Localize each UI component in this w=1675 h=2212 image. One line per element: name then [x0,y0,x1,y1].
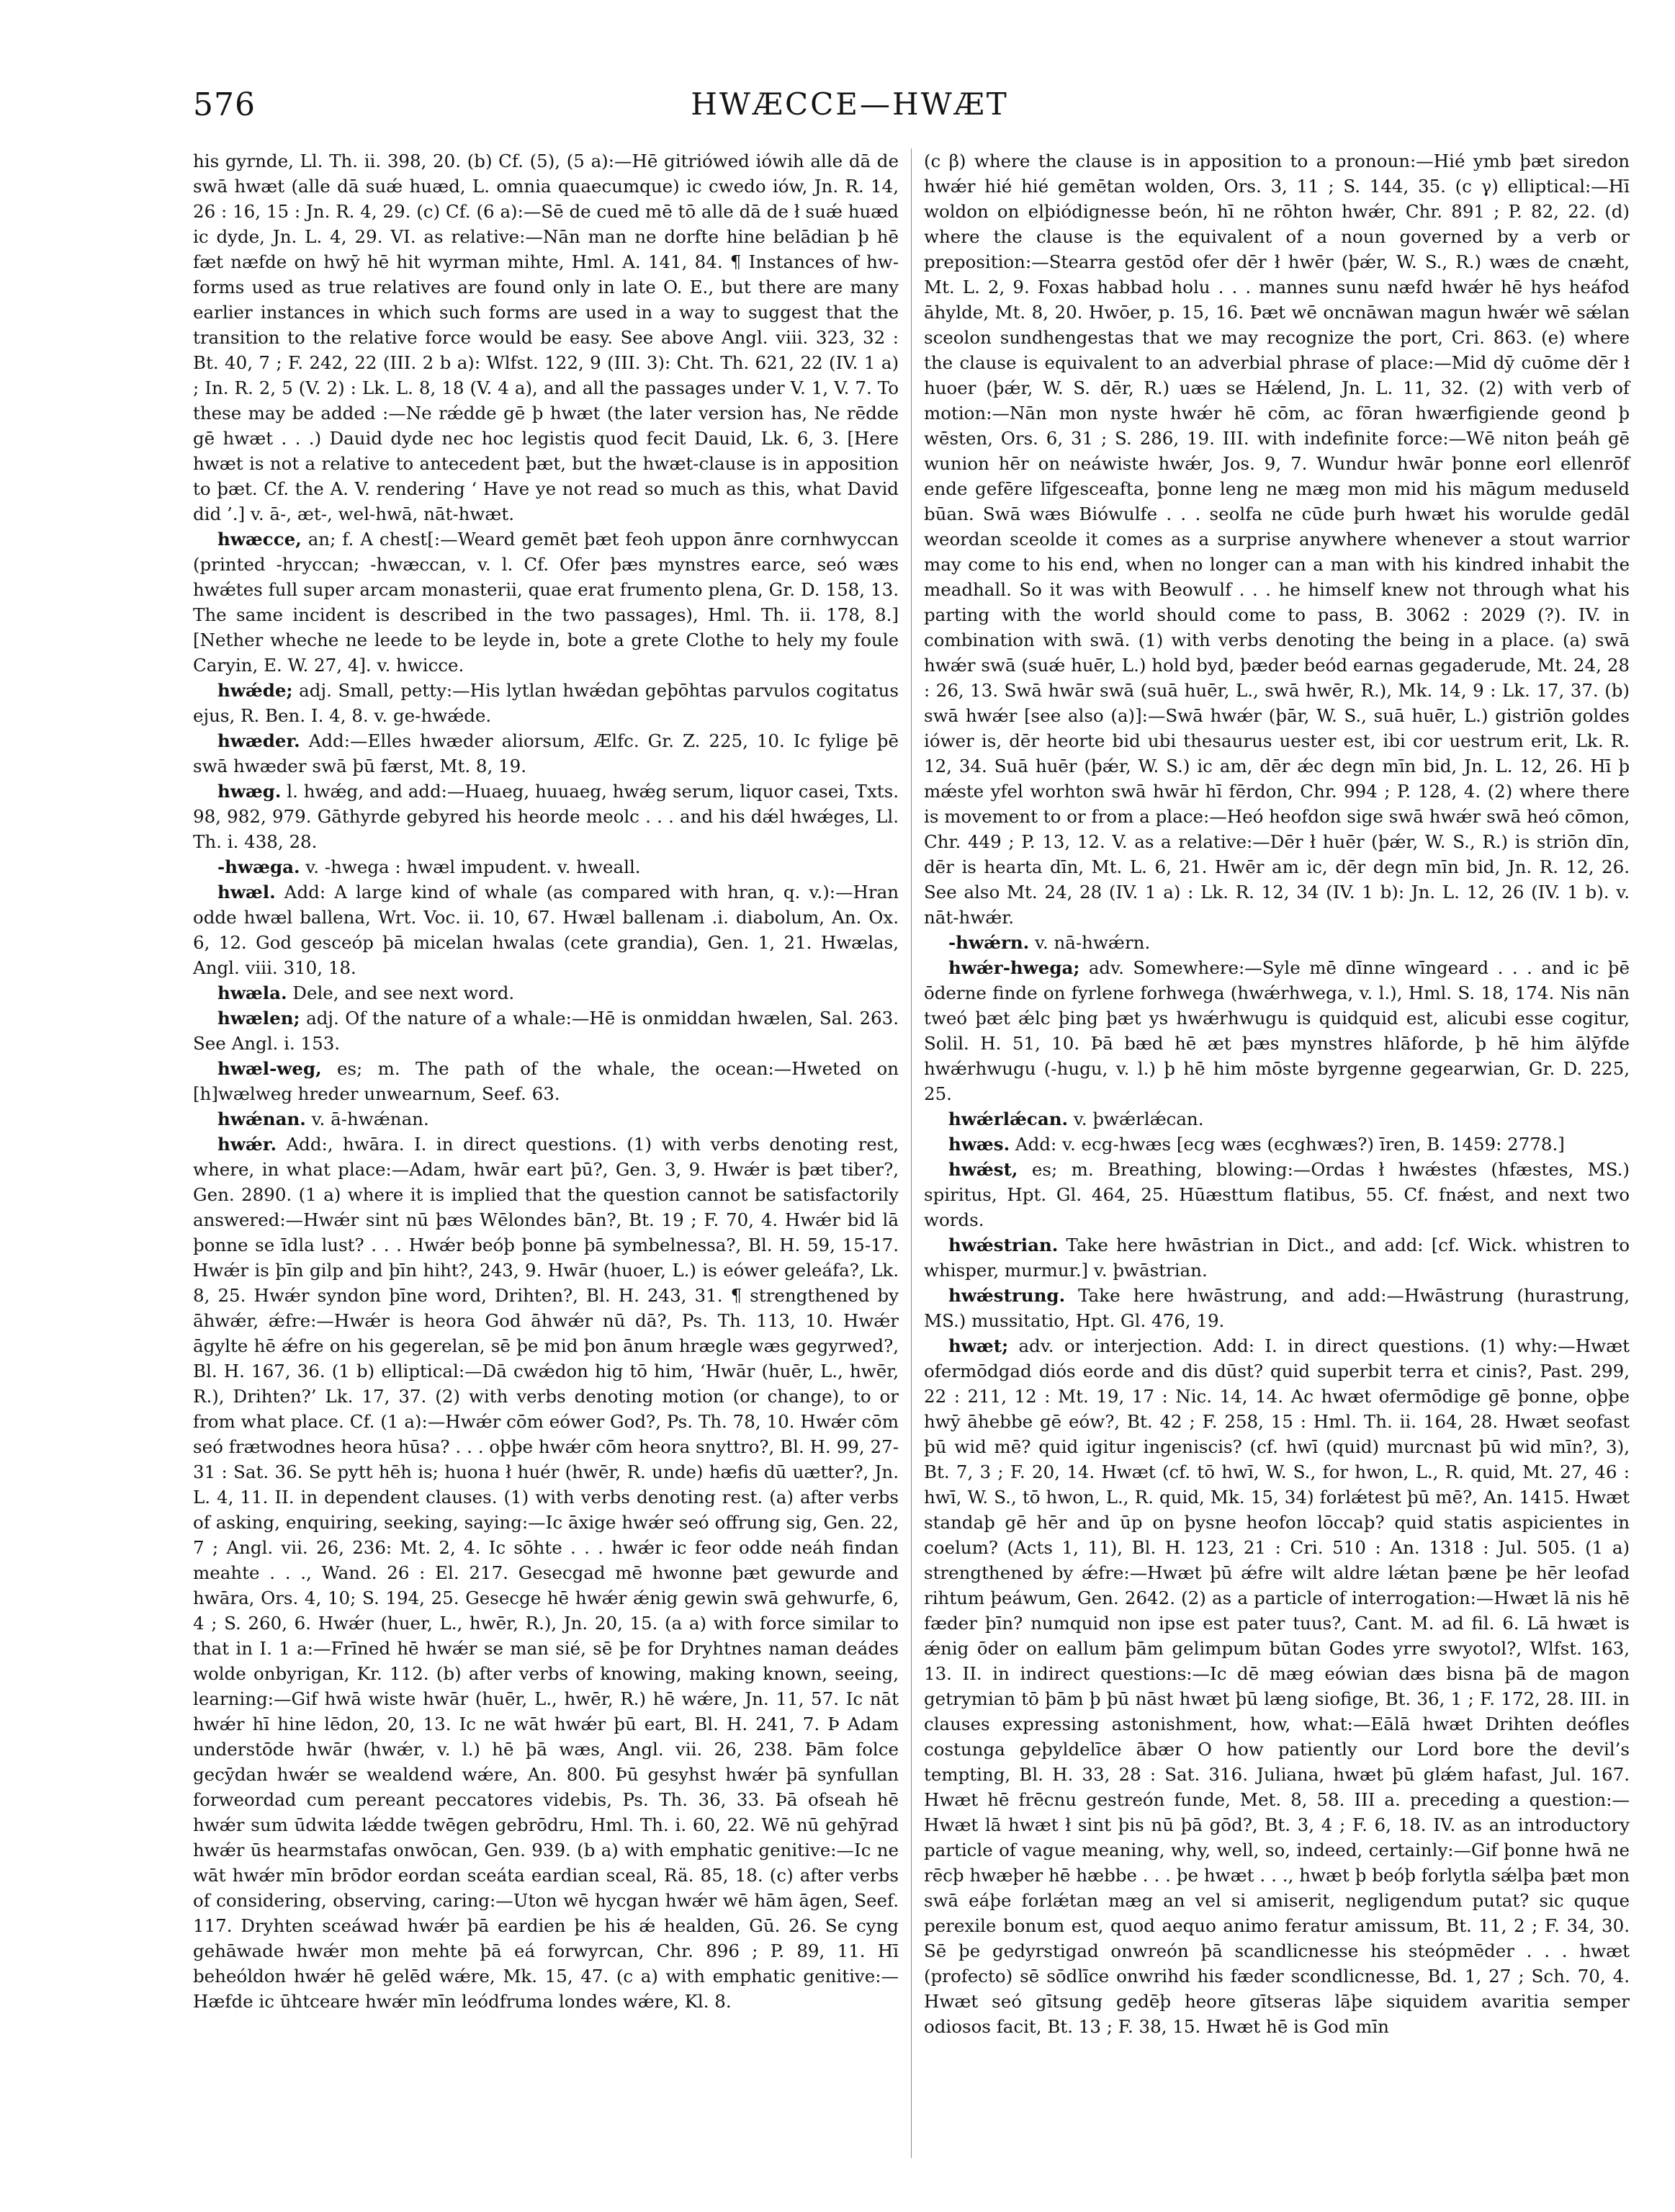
entry-text: Take here hwāstrian in Dict., and add: [cf. Wick. whistren to whisper, murmur.] v. þwāstrian. [924,1235,1630,1281]
dictionary-entry [193,779,899,854]
dictionary-entry [193,678,899,728]
headword: hwælen; [217,1008,300,1029]
headword: hwæg. [217,781,282,802]
dictionary-entry [193,879,899,980]
headword: hwæt; [948,1335,1009,1356]
dictionary-entry [924,955,1630,1106]
dictionary-entry [193,854,899,879]
right-column [924,148,1630,2039]
entry-text: v. ā-hwǽnan. [305,1109,429,1129]
entry-text: adj. Of the nature of a whale:—Hē is onmiddan hwælen, Sal. 263. See Angl. i. 153. [193,1008,899,1054]
entry-text: v. þwǽrlǽcan. [1068,1109,1204,1129]
headword: hwǽr-hwega; [948,957,1080,978]
entry-text: adj. Small, petty:—His lytlan hwǽdan geþōhtas parvulos cogitatus ejus, R. Ben. I. 4, 8. v. ge-hwǽde. [193,680,899,726]
headword: hwæla. [217,982,287,1003]
headword: hwǽr. [217,1134,277,1155]
entry-text: adv. or interjection. Add: I. in direct questions. (1) why:—Hwæt ofermōdgad diós eorde and dis dūst? quid superbit terra et cinis?, Past. 299, 22 : 211, 12 : Mt. 19, 17 : Nic. 14, 14. Ac hwæt ofermōdige gē þonne, oþþe hwȳ āhebbe gē eów?, Bt. 42 ; F. 258, 15 : Hml. Th. ii. 164, 28. Hwæt seofast þū wid mē? quid igitur ingeniscis? (cf. hwī (quid) murcnast þū wid mīn?, 3), Bt. 7, 3 ; F. 20, 14. Hwæt (cf. tō hwī, W. S., for hwon, L., R. quid, Mt. 27, 46 : hwī, W. S., tō hwon, L., R. quid, Mk. 15, 34) forlǽtest þū mē?, An. 1415. Hwæt standaþ gē hēr and ūp on þysne heofon lōccaþ? quid statis aspicientes in coelum? (Acts 1, 11), Bl. H. 123, 21 : Cri. 510 : An. 1318 : Jul. 505. (1 a) strengthened by ǽfre:—Hwæt þū ǽfre wilt aldre lǽtan þæne þe hēr leofad rihtum þeáwum, Gen. 2642. (2) as a particle of interrogation:—Hwæt lā nis hē fæder þīn? numquid non ipse est pater tuus?, Cant. M. ad fil. 6. Lā hwæt is ǽnig ōder on eallum þām gelimpum būtan Godes yrre swyotol?, Wlfst. 163, 13. II. in indirect questions:—Ic dē mæg eówian dæs bisna þā de magon getrymian tō þām þ þū nāst hwæt þū læng siofige, Bt. 36, 1 ; F. 172, 28. III. in clauses expressing astonishment, how, what:—Eālā hwæt Drihten deófles costunga geþyldelīce ābær O how patiently our Lord bore the devil’s tempting, Bl. H. 33, 28 : Sat. 316. Juliana, hwæt þū glǽm hafast, Jul. 167. Hwæt hē frēcnu gestreón funde, Met. 8, 58. III a. preceding a question:—Hwæt lā hwæt ł sint þis nū þā gōd?, Bt. 3, 4 ; F. 6, 18. IV. as an introductory particle of vague meaning, why, well, so, indeed, certainly:—Gif þonne hwā ne rēcþ hwæþer hē hæbbe . . . þe hwæt . . ., hwæt þ beóþ forlytla sǽlþa þæt mon swā eáþe forlǽtan mæg an vel si amiserit, negligendum putat? sic quque perexile bonum est, quod aequo animo feratur amissum, Bt. 11, 2 ; F. 34, 30. Sē þe gedyrstigad onwreón þā scandlicnesse his steópmēder . . . hwæt (profecto) sē sōdlīce onwrihd his fæder scondlicnesse, Bd. 1, 27 ; Sch. 70, 4. Hwæt seó gītsung gedēþ heore gītseras lāþe siquidem avaritia semper odiosos facit, Bt. 13 ; F. 38, 15. Hwæt hē is God mīn [924,1335,1630,2037]
entry-text: v. -hwega : hwæl impudent. v. hweall. [300,856,641,877]
headword: hwǽnan. [217,1109,306,1129]
entry-continuation [193,148,899,527]
entry-text: his gyrnde, Ll. Th. ii. 398, 20. (b) Cf. (5), (5 a):—Hē gitriówed iówih alle dā de swā hwæt (alle dā suǽ huæd, L. omnia quaecumque) ic cwedo iów, Jn. R. 14, 26 : 16, 15 : Jn. R. 4, 29. (c) Cf. (6 a):—Sē de cued mē tō alle dā de ł suǽ huæd ic dyde, Jn. L. 4, 29. VI. as relative:—Nān man ne dorfte hine belādian þ hē fæt næfde on hwȳ hē hit wyrman mihte, Hml. A. 141, 84. ¶ Instances of hw- forms used as true relatives are found only in late O. E., but there are many earlier instances in which such forms are used in a way to suggest that the transition to the relative force would be easy. See above Angl. viii. 323, 32 : Bt. 40, 7 ; F. 242, 22 (III. 2 b a): Wlfst. 122, 9 (III. 3): Cht. Th. 621, 22 (IV. 1 a) ; In. R. 2, 5 (V. 2) : Lk. L. 8, 18 (V. 4 a), and all the passages under V. 1, V. 7. To these may be added :—Ne rǽdde gē þ hwæt (the later version has, Ne rēdde gē hwæt . . .) Dauid dyde nec hoc legistis quod fecit Dauid, Lk. 6, 3. [Here hwæt is not a relative to antecedent þæt, but the hwæt-clause is in apposition to þæt. Cf. the A. V. rendering ‘ Have ye not read so much as this, what David did ’.] v. ā-, æt-, wel-hwā, nāt-hwæt. [193,151,899,524]
entry-text: (c β) where the clause is in apposition to a pronoun:—Hié ymb þæt siredon hwǽr hié hié gemētan wolden, Ors. 3, 11 ; S. 144, 35. (c γ) elliptical:—Hī woldon on elþiódignesse beón, hī ne rōhton hwǽr, Chr. 891 ; P. 82, 22. (d) where the clause is the equivalent of a noun governed by a verb or preposition:—Stearra gestōd ofer dēr ł hwēr (þǽr, W. S., R.) wæs de cnæht, Mt. L. 2, 9. Foxas habbad holu . . . mannes sunu næfd hwǽr hē hys heáfod āhylde, Mt. 8, 20. Hwōer, p. 15, 16. Þæt wē oncnāwan magun hwǽr wē sǽlan sceolon sundhengestas that we may recognize the port, Cri. 863. (e) where the clause is equivalent to an adverbial phrase of place:—Mid dȳ cuōme dēr ł huoer (þǽr, W. S. dēr, R.) uæs se Hǽlend, Jn. L. 11, 32. (2) with verb of motion:—Nān mon nyste hwǽr hē cōm, ac fōran hwærfigiende geond þ wēsten, Ors. 6, 31 ; S. 286, 19. III. with indefinite force:—Wē niton þeáh gē wunion hēr on neáwiste hwǽr, Jos. 9, 7. Wundur hwār þonne eorl ellenrōf ende gefēre līfgesceafta, þonne leng ne mæg mon mid his māgum meduseld būan. Swā wæs Biówulfe . . . seolfa ne cūde þurh hwæt his worulde gedāl weordan sceolde it comes as a surprise anywhere whenever a stout warrior may come to his end, when no longer can a man with his kindred inhabit the meadhall. So it was with Beowulf . . . he himself knew not through what his parting with the world should come to pass, B. 3062 : 2029 (?). IV. in combination with swā. (1) with verbs denoting the being in a place. (a) swā hwǽr swā (suǽ huēr, L.) hold byd, þæder beód earnas gegaderude, Mt. 24, 28 : 26, 13. Swā hwār swā (suā huēr, L., swā hwēr, R.), Mk. 14, 9 : Lk. 17, 37. (b) swā hwǽr [see also (a)]:—Swā hwǽr (þār, W. S., suā huēr, L.) gistriōn goldes iówer is, dēr heorte bid ubi thesaurus uester est, ibi cor uestrum erit, Lk. R. 12, 34. Suā huēr (þǽr, W. S.) ic am, dēr ǽc degn mīn bid, Jn. L. 12, 26. Hī þ mǽste yfel worhton swā hwār hī fērdon, Chr. 994 ; P. 128, 4. (2) where there is movement to or from a place:—Heó heofdon sige swā hwǽr swā heó cōmon, Chr. 449 ; P. 13, 12. V. as a relative:—Dēr ł huēr (þǽr, W. S., R.) is striōn dīn, dēr is hearta dīn, Mt. L. 6, 21. Hwēr am ic, dēr degn mīn bid, Jn. R. 12, 26. See also Mt. 24, 28 (IV. 1 a) : Lk. R. 12, 34 (IV. 1 b): Jn. L. 12, 26 (IV. 1 b). v. nāt-hwǽr. [924,151,1630,928]
headword: hwæder. [217,730,300,751]
entry-text: Add:, hwāra. I. in direct questions. (1) with verbs denoting rest, where, in what place:—Adam, hwār eart þū?, Gen. 3, 9. Hwǽr is þæt tiber?, Gen. 2890. (1 a) where it is implied that the question cannot be satisfactorily answered:—Hwǽr sint nū þæs Wēlondes bān?, Bt. 19 ; F. 70, 4. Hwǽr bid lā þonne se īdla lust? . . . Hwǽr beóþ þonne þā symbelnessa?, Bl. H. 59, 15-17. Hwǽr is þīn gilp and þīn hiht?, 243, 9. Hwār (huoer, L.) is eówer geleáfa?, Lk. 8, 25. Hwǽr syndon þīne word, Drihten?, Bl. H. 243, 31. ¶ strengthened by āhwǽr, ǽfre:—Hwǽr is heora God āhwǽr nū dā?, Ps. Th. 113, 10. Hwǽr āgylte hē ǽfre on his gegerelan, sē þe mid þon ānum hrægle wæs gegyrwed?, Bl. H. 167, 36. (1 b) elliptical:—Dā cwǽdon hig tō him, ‘Hwār (huēr, L., hwēr, R.), Drihten?’ Lk. 17, 37. (2) with verbs denoting motion (or change), to or from what place. Cf. (1 a):—Hwǽr cōm eówer God?, Ps. Th. 78, 10. Hwǽr cōm seó frætwodnes heora hūsa? . . . oþþe hwǽr cōm heora snyttro?, Bl. H. 99, 27-31 : Sat. 36. Se pytt hēh is; huona ł huér (hwēr, R. unde) hæfis dū uætter?, Jn. L. 4, 11. II. in dependent clauses. (1) with verbs denoting rest. (a) after verbs of asking, enquiring, seeking, saying:—Ic āxige hwǽr seó offrung sig, Gen. 22, 7 ; Angl. vii. 26, 236: Mt. 2, 4. Ic sōhte . . . hwǽr ic feor odde neáh findan meahte . . ., Wand. 26 : El. 217. Gesecgad mē hwonne þæt gewurde and hwāra, Ors. 4, 10; S. 194, 25. Gesecge hē hwǽr ǽnig gewin swā gehwurfe, 6, 4 ; S. 260, 6. Hwǽr (huer, L., hwēr, R.), Jn. 20, 15. (a a) with force similar to that in I. 1 a:—Frīned hē hwǽr se man sié, sē þe for Dryhtnes naman deádes wolde onbyrigan, Kr. 112. (b) after verbs of knowing, making known, seeing, learning:—Gif hwā wiste hwār (huēr, L., hwēr, R.) hē wǽre, Jn. 11, 57. Ic nāt hwǽr hī hine lēdon, 20, 13. Ic ne wāt hwǽr þū eart, Bl. H. 241, 7. Þ Adam understōde hwār (hwǽr, v. l.) hē þā wæs, Angl. vii. 26, 238. Þām folce gecȳdan hwǽr se wealdend wǽre, An. 800. Þū gesyhst hwǽr þā synfullan forweordad cum pereant peccatores videbis, Ps. Th. 36, 33. Þā ofseah hē hwǽr sum ūdwita lǽdde twēgen gebrōdru, Hml. Th. i. 60, 22. Wē nū gehȳrad hwǽr ūs hearmstafas onwōcan, Gen. 939. (b a) with emphatic genitive:—Ic ne wāt hwǽr mīn brōdor eordan sceáta eardian sceal, Rä. 85, 18. (c) after verbs of considering, observing, caring:—Uton wē hycgan hwǽr wē hām āgen, Seef. 117. Dryhten sceáwad hwǽr þā eardien þe his ǽ healden, Gū. 26. Se cyng gehāwade hwǽr mon mehte þā eá forwyrcan, Chr. 896 ; P. 89, 11. Hī beheóldon hwǽr hē gelēd wǽre, Mk. 15, 47. (c a) with emphatic genitive:—Hæfde ic ūhtceare hwǽr mīn leódfruma londes wǽre, Kl. 8. [193,1134,899,2012]
page-number: 576 [193,86,256,123]
headword: hwǽrlǽcan. [948,1109,1069,1129]
dictionary-entry [193,1056,899,1106]
dictionary-entry [924,1333,1630,2039]
entry-continuation [924,148,1630,930]
left-column [193,148,899,2014]
headword: hwǽst, [948,1159,1018,1180]
entry-text: l. hwǽg, and add:—Huaeg, huuaeg, hwǽg serum, liquor casei, Txts. 98, 982, 979. Gāthyrde gebyred his heorde meolc . . . and his dǽl hwǽges, Ll. Th. i. 438, 28. [193,781,899,852]
entry-text: adv. Somewhere:—Syle mē dīnne wīngeard . . . and ic þē ōderne finde on fyrlene forhwega (hwǽrhwega, v. l.), Hml. S. 18, 174. Nis nān tweó þæt ǽlc þing þæt ys hwǽrhwugu is quidquid est, alicubi esse cogitur, Solil. H. 51, 10. Þā bæd hē æt þæs mynstres hlāforde, þ hē him ālȳfde hwǽrhwugu (-hugu, v. l.) þ hē him mōste byrgenne gegearwian, Gr. D. 225, 25. [924,957,1630,1104]
headword: hwæs. [948,1134,1010,1155]
headword: hwæl. [217,882,276,903]
entry-text: v. nā-hwǽrn. [1029,932,1151,953]
dictionary-entry [924,930,1630,955]
headword: -hwæga. [217,856,300,877]
entry-text: an; f. A chest[:—Weard gemēt þæt feoh uppon ānre cornhwyccan (printed -hryccan; -hwæccan, v. l. Cf. Ofer þæs mynstres earce, seó wæs hwǽtes full super arcam monasterii, quae erat frumento plena, Gr. D. 158, 13. The same incident is described in the two passages), Hml. Th. ii. 178, 8.] [Nether wheche ne leede to be leyde in, bote a grete Clothe to hely my foule Caryin, E. W. 27, 4]. v. hwicce. [193,529,899,676]
dictionary-entry [193,527,899,678]
dictionary-entry [924,1283,1630,1333]
headword: hwǽstrian. [948,1235,1059,1255]
headword: hwǽstrung. [948,1285,1066,1306]
dictionary-entry [924,1232,1630,1283]
dictionary-entry [924,1132,1630,1157]
dictionary-entry [924,1106,1630,1132]
dictionary-entry [924,1157,1630,1232]
column-divider [911,148,912,2158]
headword: hwæcce, [217,529,302,550]
dictionary-entry [193,1106,899,1132]
headword: hwǽde; [217,680,293,701]
entry-text: Dele, and see next word. [287,982,515,1003]
headword: -hwǽrn. [948,932,1030,953]
running-head: HWÆCCE—HWÆT [691,86,1009,122]
headword: hwæl-weg, [217,1058,322,1079]
entry-text: Add: A large kind of whale (as compared with hran, q. v.):—Hran odde hwæl ballena, Wrt. Voc. ii. 10, 67. Hwæl ballenam .i. diabolum, An. Ox. 6, 12. God gesceóp þā micelan hwalas (cete grandia), Gen. 1, 21. Hwælas, Angl. viii. 310, 18. [193,882,899,978]
entry-text: es; m. The path of the whale, the ocean:—Hweted on [h]wælweg hreder unwearnum, Seef. 63. [193,1058,899,1104]
entry-text: es; m. Breathing, blowing:—Ordas ł hwǽstes (hfæstes, MS.) spiritus, Hpt. Gl. 464, 25. Hūæsttum flatibus, 55. Cf. fnǽst, and next two words. [924,1159,1630,1230]
entry-text: Take here hwāstrung, and add:—Hwāstrung (hurastrung, MS.) mussitatio, Hpt. Gl. 476, 19. [924,1285,1630,1331]
dictionary-entry [193,1006,899,1056]
dictionary-entry [193,980,899,1006]
dictionary-entry [193,728,899,779]
entry-text: Add:—Elles hwæder aliorsum, Ælfc. Gr. Z. 225, 10. Ic fylige þē swā hwæder swā þū færst, Mt. 8, 19. [193,730,899,776]
dictionary-entry [193,1132,899,2014]
entry-text: Add: v. ecg-hwæs [ecg wæs (ecghwæs?) īren, B. 1459: 2778.] [1010,1134,1565,1155]
